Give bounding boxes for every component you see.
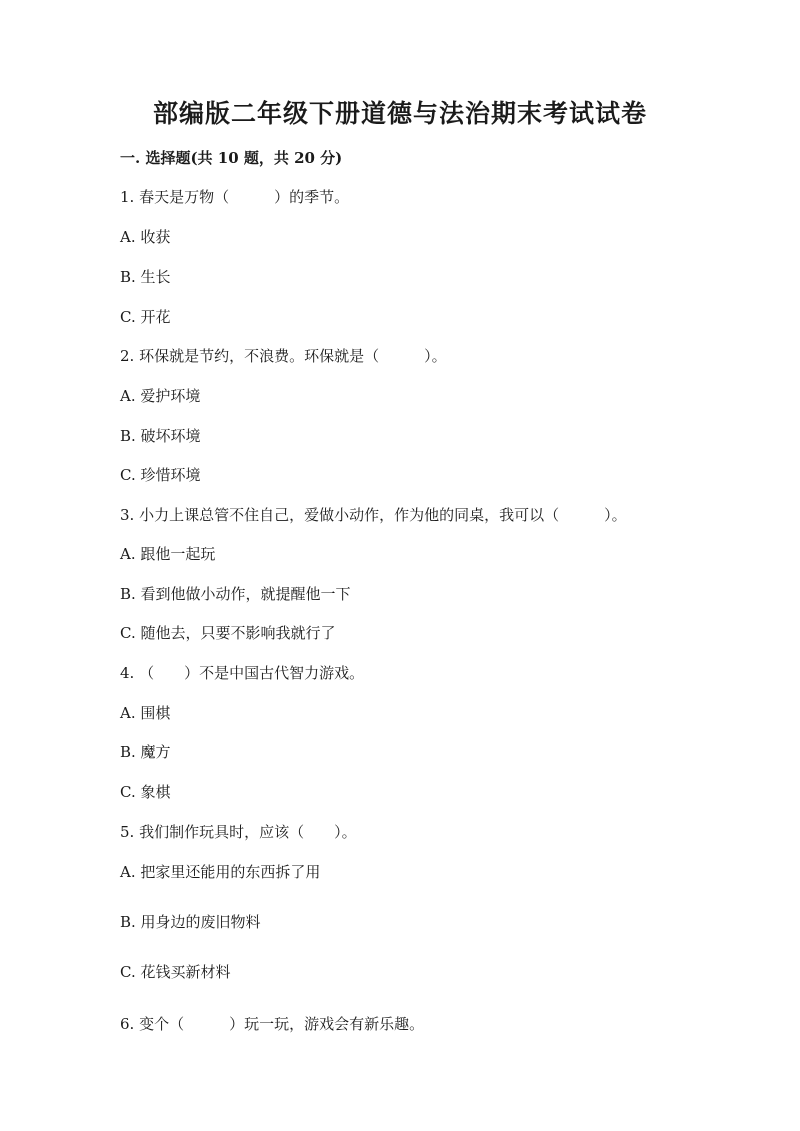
question-1-option-a: A. 收获 [120,228,171,246]
question-4-stem: 4. （ ）不是中国古代智力游戏。 [120,664,365,682]
question-1-stem: 1. 春天是万物（ ）的季节。 [120,188,350,206]
question-2-stem: 2. 环保就是节约，不浪费。环保就是（ ）。 [120,347,447,365]
question-3-option-a: A. 跟他一起玩 [120,545,216,563]
question-1-option-c: C. 开花 [120,308,171,326]
section-heading: 一. 选择题(共 10 题，共 20 分) [120,149,343,167]
question-5-stem: 5. 我们制作玩具时，应该（ ）。 [120,823,357,841]
question-2-option-a: A. 爱护环境 [120,387,201,405]
question-5-option-c: C. 花钱买新材料 [120,963,231,981]
question-5-option-a: A. 把家里还能用的东西拆了用 [120,863,321,881]
question-2-option-c: C. 珍惜环境 [120,466,201,484]
question-6-stem: 6. 变个（ ）玩一玩，游戏会有新乐趣。 [120,1015,425,1033]
question-5-option-b: B. 用身边的废旧物料 [120,913,261,931]
question-4-option-a: A. 围棋 [120,704,171,722]
question-3-option-c: C. 随他去，只要不影响我就行了 [120,624,336,642]
question-3-option-b: B. 看到他做小动作，就提醒他一下 [120,585,351,603]
question-2-option-b: B. 破坏环境 [120,427,201,445]
question-4-option-c: C. 象棋 [120,783,171,801]
question-1-option-b: B. 生长 [120,268,171,286]
page-title: 部编版二年级下册道德与法治期末考试试卷 [152,99,647,128]
question-3-stem: 3. 小力上课总管不住自己，爱做小动作，作为他的同桌，我可以（ ）。 [120,506,627,524]
question-4-option-b: B. 魔方 [120,743,171,761]
